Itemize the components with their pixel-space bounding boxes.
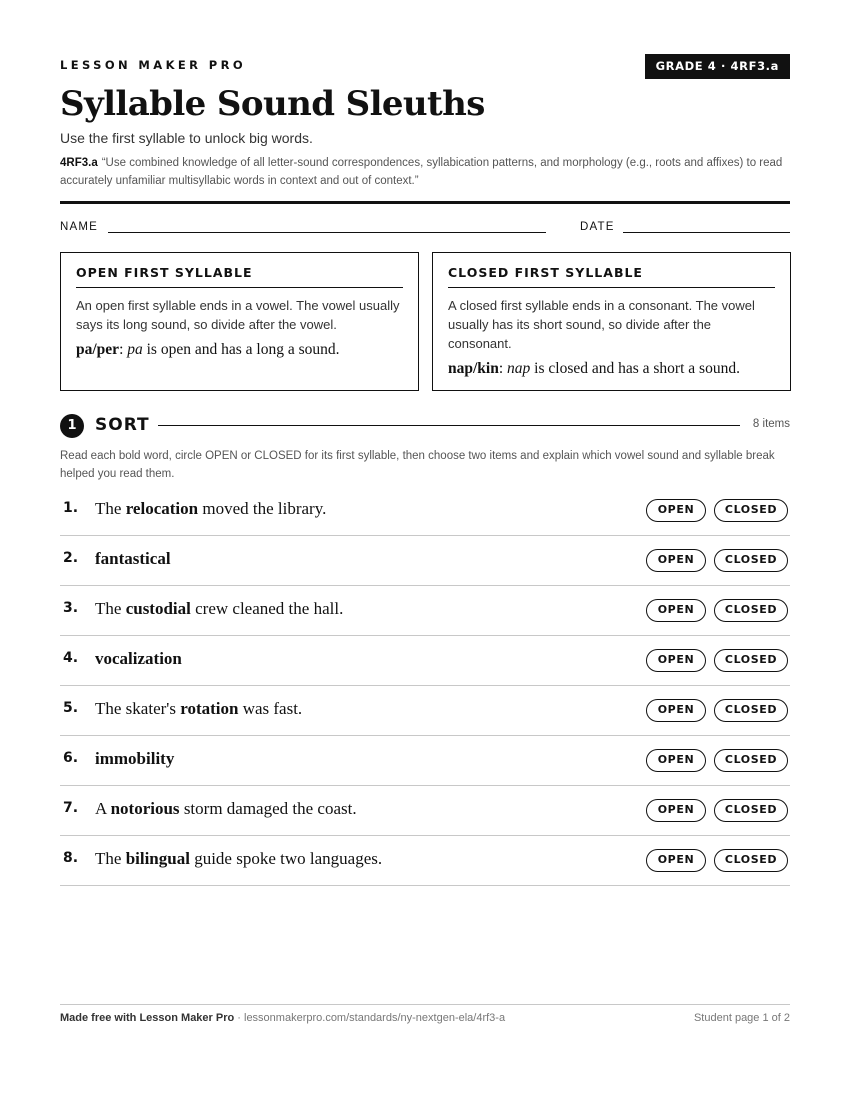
closed-option[interactable]: CLOSED	[714, 649, 788, 672]
item-number: 2.	[63, 550, 79, 566]
section-number-badge: 1	[60, 414, 84, 438]
item-after: guide spoke two languages.	[189, 849, 383, 868]
section-divider	[158, 425, 740, 426]
box-example	[448, 359, 775, 379]
section-title: SORT	[95, 415, 150, 435]
closed-option[interactable]: CLOSED	[714, 549, 788, 572]
example-syllable: pa	[127, 341, 143, 358]
list-item	[60, 636, 790, 686]
closed-option[interactable]: CLOSED	[714, 499, 788, 522]
item-after: moved the library.	[198, 499, 327, 518]
open-option[interactable]: OPEN	[646, 749, 706, 772]
item-word: rotation	[180, 699, 239, 718]
open-option[interactable]: OPEN	[646, 849, 706, 872]
item-number: 1.	[63, 500, 79, 516]
item-sentence	[95, 599, 343, 619]
item-word: bilingual	[125, 849, 190, 868]
item-number: 8.	[63, 850, 79, 866]
page-subtitle: Use the first syllable to unlock big words.	[60, 130, 313, 146]
item-number: 7.	[63, 800, 79, 816]
footer-divider	[60, 1004, 790, 1005]
standard-text	[60, 155, 795, 190]
closed-syllable-box	[432, 252, 791, 391]
item-after: was fast.	[238, 699, 303, 718]
closed-option[interactable]: CLOSED	[714, 849, 788, 872]
footer-url[interactable]: lessonmakerpro.com/standards/ny-nextgen-ela/4rf3-a	[244, 1012, 506, 1024]
list-item	[60, 736, 790, 786]
standard-quote: “Use combined knowledge of all letter-sound correspondences, syllabication patterns, and morphology (e.g., roots and affixes) to read accurately unfamiliar multisyllabic words in context and out of context.”	[60, 157, 783, 187]
open-option[interactable]: OPEN	[646, 599, 706, 622]
example-rest: is closed and has a short a sound.	[530, 360, 740, 377]
box-title: OPEN FIRST SYLLABLE	[76, 265, 403, 288]
item-sentence	[95, 649, 182, 669]
item-word: immobility	[95, 749, 175, 768]
section-instructions: Read each bold word, circle OPEN or CLOSED for its first syllable, then choose two items and explain which vowel sound and syllable break helped you read them.	[60, 450, 775, 480]
open-option[interactable]: OPEN	[646, 499, 706, 522]
item-before: The	[95, 599, 126, 618]
item-word: custodial	[125, 599, 191, 618]
item-before: The skater's	[95, 699, 181, 718]
list-item	[60, 586, 790, 636]
item-word: relocation	[125, 499, 199, 518]
open-syllable-box	[60, 252, 419, 391]
open-option[interactable]: OPEN	[646, 549, 706, 572]
item-word: vocalization	[95, 649, 182, 668]
brand-name: LESSON MAKER PRO	[60, 58, 247, 72]
footer-credit	[60, 1012, 505, 1024]
item-word: notorious	[110, 799, 180, 818]
page-title: Syllable Sound Sleuths	[60, 84, 485, 124]
box-description: An open first syllable ends in a vowel. The vowel usually says its long sound, so divide after the vowel.	[76, 298, 400, 332]
item-after: storm damaged the coast.	[179, 799, 357, 818]
box-description: A closed first syllable ends in a consonant. The vowel usually has its short sound, so divide after the consonant.	[448, 298, 755, 351]
example-word: pa/per	[76, 341, 120, 358]
list-item	[60, 786, 790, 836]
item-sentence	[95, 549, 171, 569]
closed-option[interactable]: CLOSED	[714, 799, 788, 822]
item-number: 3.	[63, 600, 79, 616]
item-sentence	[95, 749, 174, 769]
item-number: 5.	[63, 700, 79, 716]
item-word: fantastical	[95, 549, 171, 568]
name-label: NAME	[60, 221, 99, 233]
item-sentence	[95, 499, 326, 519]
example-rest: is open and has a long a sound.	[142, 341, 340, 358]
closed-option[interactable]: CLOSED	[714, 749, 788, 772]
item-list	[60, 486, 790, 886]
example-word: nap/kin	[448, 360, 499, 377]
item-before: A	[95, 799, 111, 818]
date-label: DATE	[580, 221, 615, 233]
list-item	[60, 836, 790, 886]
item-before: The	[95, 499, 126, 518]
footer-page-number: Student page 1 of 2	[693, 1012, 790, 1024]
open-option[interactable]: OPEN	[646, 699, 706, 722]
closed-option[interactable]: CLOSED	[714, 599, 788, 622]
list-item	[60, 486, 790, 536]
standard-code: 4RF3.a	[60, 157, 98, 169]
name-field-line[interactable]	[108, 232, 546, 233]
header-divider	[60, 201, 790, 204]
example-sep: :	[119, 341, 128, 358]
example-syllable: nap	[507, 360, 531, 377]
item-sentence	[95, 799, 357, 819]
item-number: 4.	[63, 650, 79, 666]
item-before: The	[95, 849, 126, 868]
box-example	[76, 340, 403, 360]
section-item-count: 8 items	[752, 418, 790, 430]
box-title: CLOSED FIRST SYLLABLE	[448, 265, 775, 288]
footer-made-with: Made free with Lesson Maker Pro	[60, 1012, 235, 1024]
list-item	[60, 536, 790, 586]
example-sep: :	[498, 360, 508, 377]
open-option[interactable]: OPEN	[646, 799, 706, 822]
open-option[interactable]: OPEN	[646, 649, 706, 672]
closed-option[interactable]: CLOSED	[714, 699, 788, 722]
item-sentence	[95, 699, 302, 719]
item-after: crew cleaned the hall.	[190, 599, 344, 618]
list-item	[60, 686, 790, 736]
item-sentence	[95, 849, 382, 869]
date-field-line[interactable]	[623, 232, 790, 233]
item-number: 6.	[63, 750, 79, 766]
footer-separator: ·	[234, 1012, 244, 1024]
grade-badge: GRADE 4 · 4RF3.a	[645, 54, 790, 79]
